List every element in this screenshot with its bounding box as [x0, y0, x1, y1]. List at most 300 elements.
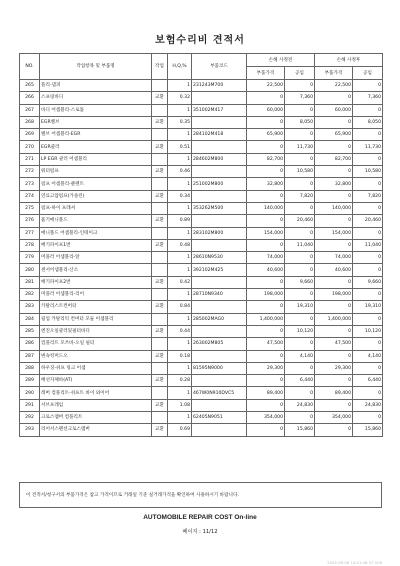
row-item: 컴플리트 모쓰바-오일 필터 — [40, 338, 152, 350]
row-after-parts: 74,000 — [315, 252, 353, 264]
row-after-labor: 6,440 — [353, 375, 383, 387]
row-after-parts: 0 — [315, 301, 353, 313]
row-item: 머플러 어셈블리-리어 — [40, 289, 152, 301]
row-before-labor: 24,830 — [285, 399, 315, 411]
row-hq: 1 — [168, 362, 192, 374]
row-code: 81595N9000 — [192, 362, 247, 374]
col-before-parts: 부품가격 — [247, 67, 285, 80]
row-after-parts: 0 — [315, 375, 353, 387]
row-before-labor: 0 — [285, 178, 315, 190]
print-timestamp: 2024-09-06 14:21:48 57.106 — [327, 560, 382, 565]
row-work: 교환 — [152, 116, 168, 128]
row-item: 크로스멤버 컴플리트 — [40, 412, 152, 424]
row-code: 28610N9530 — [192, 252, 247, 264]
row-no: 283 — [20, 301, 40, 313]
row-hq: 1 — [168, 80, 192, 92]
row-after-labor: 11,730 — [353, 141, 383, 153]
row-no: 275 — [20, 202, 40, 214]
row-code — [192, 92, 247, 104]
row-before-labor: 9,660 — [285, 276, 315, 288]
row-no: 291 — [20, 399, 40, 411]
footer-brand: AUTOMOBILE REPAIR COST On-line — [143, 514, 257, 521]
row-work — [152, 264, 168, 276]
row-after-labor: 0 — [353, 202, 383, 214]
row-hq: 1 — [168, 227, 192, 239]
row-before-labor: 10,120 — [285, 325, 315, 337]
row-no: 287 — [20, 350, 40, 362]
row-before-parts: 0 — [247, 424, 285, 436]
row-before-parts: 0 — [247, 190, 285, 202]
page-number: 페이지 : 11/12 — [182, 529, 218, 535]
row-before-parts: 0 — [247, 116, 285, 128]
row-hq: 0.46 — [168, 166, 192, 178]
row-before-labor: 15,860 — [285, 424, 315, 436]
row-before-parts: 40,600 — [247, 264, 285, 276]
row-hq: 0.34 — [168, 190, 192, 202]
row-after-labor: 19,310 — [353, 301, 383, 313]
row-no: 280 — [20, 264, 40, 276]
row-work: 교환 — [152, 215, 168, 227]
row-after-labor: 24,830 — [353, 399, 383, 411]
table-row — [20, 325, 383, 337]
row-no: 289 — [20, 375, 40, 387]
row-hq: 1 — [168, 104, 192, 116]
row-item: 스프링바디 — [40, 92, 152, 104]
row-after-labor: 7,820 — [353, 190, 383, 202]
row-before-labor: 8,050 — [285, 116, 315, 128]
row-work: 교환 — [152, 141, 168, 153]
row-no: 279 — [20, 252, 40, 264]
row-before-parts: 0 — [247, 141, 285, 153]
row-before-parts: 0 — [247, 92, 285, 104]
table-row — [20, 116, 383, 128]
row-hq: 1 — [168, 338, 192, 350]
row-code — [192, 190, 247, 202]
row-code — [192, 116, 247, 128]
row-code: 283102M800 — [192, 227, 247, 239]
row-hq: 0.32 — [168, 92, 192, 104]
row-hq: 1.08 — [168, 399, 192, 411]
row-work: 교환 — [152, 166, 168, 178]
row-hq: 0.69 — [168, 424, 192, 436]
row-after-parts: 1,400,000 — [315, 313, 353, 325]
row-item: 센서어셈블리-산소 — [40, 264, 152, 276]
col-code: 부품코드 — [192, 54, 247, 80]
row-code — [192, 399, 247, 411]
row-after-parts: 0 — [315, 424, 353, 436]
row-after-parts: 154,000 — [315, 227, 353, 239]
row-after-parts: 0 — [315, 92, 353, 104]
row-before-labor: 7,360 — [285, 92, 315, 104]
row-after-labor: 20,460 — [353, 215, 383, 227]
row-after-labor: 0 — [353, 129, 383, 141]
row-item: 펌프-하이 프레셔 — [40, 202, 152, 214]
row-after-labor: 0 — [353, 412, 383, 424]
row-no: 269 — [20, 129, 40, 141]
row-hq: 0.51 — [168, 141, 192, 153]
row-hq: 0.48 — [168, 239, 192, 251]
row-after-labor: 0 — [353, 387, 383, 399]
row-after-parts: 0 — [315, 215, 353, 227]
row-no: 285 — [20, 325, 40, 337]
row-before-labor: 0 — [285, 80, 315, 92]
row-after-parts: 0 — [315, 399, 353, 411]
document-title: 보험수리비 견적서 — [155, 35, 245, 46]
row-no: 281 — [20, 276, 40, 288]
table-row — [20, 190, 383, 202]
row-code — [192, 350, 247, 362]
col-work: 작업 — [152, 54, 168, 80]
row-after-parts: 198,000 — [315, 289, 353, 301]
row-before-parts: 0 — [247, 215, 285, 227]
row-code: 251002M800 — [192, 178, 247, 190]
row-after-parts: 0 — [315, 190, 353, 202]
row-no: 277 — [20, 227, 40, 239]
row-item: 워터펌프 — [40, 166, 152, 178]
row-after-labor: 7,360 — [353, 92, 383, 104]
row-after-parts: 47,500 — [315, 338, 353, 350]
row-before-labor: 7,820 — [285, 190, 315, 202]
row-after-labor: 15,860 — [353, 424, 383, 436]
col-before-labor: 공임 — [285, 67, 315, 80]
row-code: 351002M417 — [192, 104, 247, 116]
row-before-labor: 20,460 — [285, 215, 315, 227]
table-row — [20, 252, 383, 264]
row-item: 매니폴드 어셈블리-인테이크 — [40, 227, 152, 239]
row-before-labor: 0 — [285, 104, 315, 116]
row-item: 레버 컴플리트-쉬프트 바이 와이어 — [40, 387, 152, 399]
row-before-parts: 0 — [247, 239, 285, 251]
price-notice: 이 견적서/청구서의 부품가격은 참고 가격이므로 거래일 기준 실거래가격을 확인하여 사용하시기 바랍니다. — [19, 482, 382, 508]
row-before-labor: 10,580 — [285, 166, 315, 178]
row-before-labor: 0 — [285, 202, 315, 214]
row-after-parts: 29,300 — [315, 362, 353, 374]
row-hq: 1 — [168, 412, 192, 424]
row-before-parts: 29,300 — [247, 362, 285, 374]
row-code: 231243M700 — [192, 80, 247, 92]
row-after-labor: 0 — [353, 252, 383, 264]
table-row — [20, 289, 383, 301]
col-hq: H,Q,% — [168, 54, 192, 80]
row-item: 배기파이프2번 — [40, 276, 152, 288]
row-work — [152, 362, 168, 374]
row-after-parts: 0 — [315, 141, 353, 153]
row-item: 하우징-쉬프 링크 어셈 — [40, 362, 152, 374]
row-hq: 1 — [168, 289, 192, 301]
row-item: 서브프레임 — [40, 399, 152, 411]
row-work — [152, 313, 168, 325]
row-code — [192, 276, 247, 288]
row-work — [152, 387, 168, 399]
row-no: 266 — [20, 92, 40, 104]
row-before-parts: 140,000 — [247, 202, 285, 214]
row-after-labor: 0 — [353, 289, 383, 301]
row-no: 292 — [20, 412, 40, 424]
row-item: LP EGR 쿨러 어셈블리 — [40, 153, 152, 165]
row-before-labor: 0 — [285, 252, 315, 264]
row-before-parts: 74,000 — [247, 252, 285, 264]
row-after-labor: 8,050 — [353, 116, 383, 128]
row-before-labor: 0 — [285, 227, 315, 239]
row-after-parts: 0 — [315, 239, 353, 251]
row-before-labor: 19,310 — [285, 301, 315, 313]
row-after-parts: 0 — [315, 325, 353, 337]
row-no: 278 — [20, 239, 40, 251]
row-work — [152, 153, 168, 165]
row-hq: 0.28 — [168, 375, 192, 387]
table-row — [20, 313, 383, 325]
row-work — [152, 104, 168, 116]
row-before-parts: 89,400 — [247, 387, 285, 399]
row-work — [152, 252, 168, 264]
table-row — [20, 350, 383, 362]
row-work — [152, 338, 168, 350]
row-before-labor: 11,040 — [285, 239, 315, 251]
row-no: 267 — [20, 104, 40, 116]
row-after-parts: 0 — [315, 166, 353, 178]
table-row — [20, 215, 383, 227]
row-before-parts: 0 — [247, 301, 285, 313]
row-after-labor: 9,660 — [353, 276, 383, 288]
row-hq: 0.18 — [168, 350, 192, 362]
row-before-labor: 0 — [285, 153, 315, 165]
row-after-labor: 11,040 — [353, 239, 383, 251]
row-after-labor: 0 — [353, 178, 383, 190]
row-item: 카탈리스트컨버터 — [40, 301, 152, 313]
table-row — [20, 399, 383, 411]
row-no: 268 — [20, 116, 40, 128]
row-before-parts: 32,800 — [247, 178, 285, 190]
row-work: 교환 — [152, 424, 168, 436]
row-after-parts: 40,600 — [315, 264, 353, 276]
row-after-labor: 10,120 — [353, 325, 383, 337]
row-code: 284602M800 — [192, 153, 247, 165]
row-work — [152, 412, 168, 424]
table-row — [20, 129, 383, 141]
row-before-parts: 0 — [247, 350, 285, 362]
table-row — [20, 141, 383, 153]
row-no: 290 — [20, 387, 40, 399]
row-code: 467W0N910DVC5 — [192, 387, 247, 399]
row-before-parts: 0 — [247, 375, 285, 387]
row-item: 플리-댐퍼 — [40, 80, 152, 92]
col-item: 작업항목 및 부품명 — [40, 54, 152, 80]
row-code: 28710N9340 — [192, 289, 247, 301]
row-before-parts: 65,900 — [247, 129, 285, 141]
col-after: 손해 사정후 — [315, 54, 383, 67]
row-after-parts: 0 — [315, 350, 353, 362]
row-code: 285002MAG0 — [192, 313, 247, 325]
row-before-labor: 0 — [285, 412, 315, 424]
row-code — [192, 325, 247, 337]
row-code: 62405N9051 — [192, 412, 247, 424]
row-work: 교환 — [152, 190, 168, 202]
row-code — [192, 301, 247, 313]
row-hq: 0.84 — [168, 301, 192, 313]
row-after-parts: 60,000 — [315, 104, 353, 116]
row-work — [152, 80, 168, 92]
row-hq: 1 — [168, 153, 192, 165]
row-code: 284102M418 — [192, 129, 247, 141]
row-no: 288 — [20, 362, 40, 374]
row-before-labor: 6,440 — [285, 375, 315, 387]
row-work: 교환 — [152, 301, 168, 313]
row-after-labor: 0 — [353, 362, 383, 374]
row-after-parts: 0 — [315, 276, 353, 288]
row-no: 273 — [20, 178, 40, 190]
row-code: 263002M805 — [192, 338, 247, 350]
row-no: 271 — [20, 153, 40, 165]
row-item: 리어서스펜션크로스멤버 — [40, 424, 152, 436]
row-no: 282 — [20, 289, 40, 301]
row-no: 284 — [20, 313, 40, 325]
row-after-labor: 0 — [353, 264, 383, 276]
table-row — [20, 239, 383, 251]
row-no: 265 — [20, 80, 40, 92]
row-hq: 0.89 — [168, 215, 192, 227]
row-after-labor: 10,580 — [353, 166, 383, 178]
row-hq: 0.44 — [168, 325, 192, 337]
row-item: 연료고압펌프(가솔린) — [40, 190, 152, 202]
row-work: 교환 — [152, 92, 168, 104]
row-code — [192, 424, 247, 436]
row-no: 272 — [20, 166, 40, 178]
row-before-parts: 1,400,000 — [247, 313, 285, 325]
row-code — [192, 166, 247, 178]
row-after-parts: 22,500 — [315, 80, 353, 92]
row-before-labor: 4,140 — [285, 350, 315, 362]
row-code: 392102M425 — [192, 264, 247, 276]
col-before: 손해 사정전 — [247, 54, 315, 67]
table-row — [20, 227, 383, 239]
row-item: 머플러 어셈블리-앞 — [40, 252, 152, 264]
row-hq: 0.35 — [168, 116, 192, 128]
row-hq: 1 — [168, 313, 192, 325]
row-item: 밸브 어셈블리-EGR — [40, 129, 152, 141]
table-row — [20, 264, 383, 276]
row-before-labor: 0 — [285, 313, 315, 325]
row-work — [152, 289, 168, 301]
row-before-labor: 0 — [285, 362, 315, 374]
estimate-rows — [20, 80, 383, 437]
row-before-parts: 0 — [247, 166, 285, 178]
row-item: 흡기매니폴드 — [40, 215, 152, 227]
row-code — [192, 215, 247, 227]
row-work — [152, 227, 168, 239]
row-after-labor: 0 — [353, 313, 383, 325]
table-row — [20, 166, 383, 178]
row-after-parts: 65,900 — [315, 129, 353, 141]
table-row — [20, 412, 383, 424]
row-before-parts: 0 — [247, 399, 285, 411]
row-work — [152, 202, 168, 214]
col-after-labor: 공임 — [353, 67, 383, 80]
row-after-parts: 140,000 — [315, 202, 353, 214]
row-after-labor: 4,140 — [353, 350, 383, 362]
row-before-parts: 0 — [247, 276, 285, 288]
row-code — [192, 141, 247, 153]
row-after-parts: 82,700 — [315, 153, 353, 165]
row-no: 276 — [20, 215, 40, 227]
row-no: 270 — [20, 141, 40, 153]
row-work — [152, 178, 168, 190]
table-row — [20, 387, 383, 399]
table-row — [20, 375, 383, 387]
row-no: 274 — [20, 190, 40, 202]
row-item: 배선자체바(AT) — [40, 375, 152, 387]
row-hq: 0.42 — [168, 276, 192, 288]
row-after-labor: 0 — [353, 153, 383, 165]
col-after-parts: 부품가격 — [315, 67, 353, 80]
row-item: 펌프 어셈블리-클랜트 — [40, 178, 152, 190]
row-item: EGR쿨러 — [40, 141, 152, 153]
row-before-parts: 82,700 — [247, 153, 285, 165]
row-before-labor: 0 — [285, 129, 315, 141]
row-work: 교환 — [152, 325, 168, 337]
table-row — [20, 276, 383, 288]
row-work: 교환 — [152, 276, 168, 288]
table-row — [20, 301, 383, 313]
row-before-parts: 47,500 — [247, 338, 285, 350]
row-work — [152, 129, 168, 141]
row-hq: 1 — [168, 178, 192, 190]
col-no: NO. — [20, 54, 40, 80]
row-item: 엔진오일쿨러및필터바디 — [40, 325, 152, 337]
row-hq: 1 — [168, 202, 192, 214]
row-after-parts: 89,400 — [315, 387, 353, 399]
row-hq: 1 — [168, 387, 192, 399]
estimate-table — [19, 53, 383, 437]
row-before-parts: 22,500 — [247, 80, 285, 92]
row-work: 교환 — [152, 239, 168, 251]
row-item: 바디 어셈블리-스로틀 — [40, 104, 152, 116]
row-hq: 1 — [168, 129, 192, 141]
row-code: 353262M500 — [192, 202, 247, 214]
table-row — [20, 202, 383, 214]
row-work: 교환 — [152, 350, 168, 362]
row-no: 286 — [20, 338, 40, 350]
table-row — [20, 92, 383, 104]
row-before-parts: 0 — [247, 325, 285, 337]
row-before-parts: 60,000 — [247, 104, 285, 116]
row-before-parts: 198,000 — [247, 289, 285, 301]
row-before-labor: 11,730 — [285, 141, 315, 153]
row-before-labor: 0 — [285, 264, 315, 276]
table-row — [20, 362, 383, 374]
row-item: 웜업 카탈리틱 컨버터 모듈 어셈블리 — [40, 313, 152, 325]
row-code — [192, 239, 247, 251]
row-after-parts: 0 — [315, 116, 353, 128]
row-hq: 1 — [168, 264, 192, 276]
row-after-labor: 0 — [353, 80, 383, 92]
row-before-parts: 154,000 — [247, 227, 285, 239]
row-after-labor: 0 — [353, 227, 383, 239]
table-row — [20, 104, 383, 116]
header-row-1 — [20, 54, 383, 67]
table-row — [20, 338, 383, 350]
row-no: 293 — [20, 424, 40, 436]
row-code — [192, 375, 247, 387]
row-before-labor: 0 — [285, 338, 315, 350]
row-hq: 1 — [168, 252, 192, 264]
table-row — [20, 153, 383, 165]
row-after-labor: 0 — [353, 104, 383, 116]
row-item: EGR밸브 — [40, 116, 152, 128]
row-work: 교환 — [152, 399, 168, 411]
row-item: 변속킹머드오 — [40, 350, 152, 362]
table-row — [20, 80, 383, 92]
row-after-labor: 0 — [353, 338, 383, 350]
